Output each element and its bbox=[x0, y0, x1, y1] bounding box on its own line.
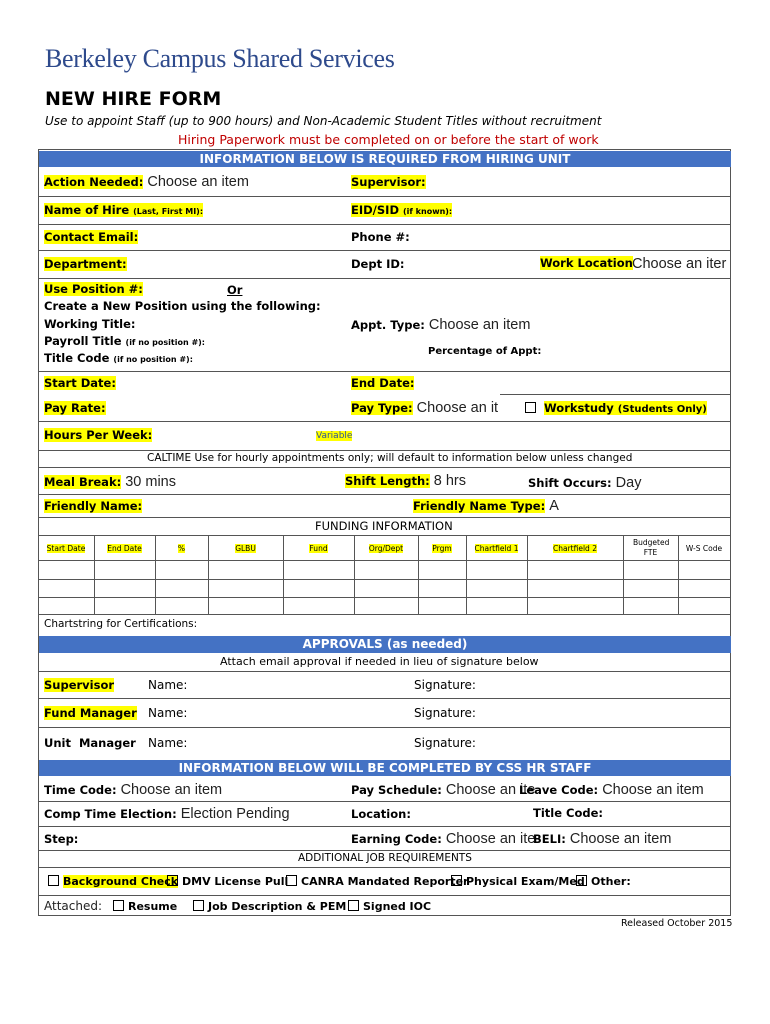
use-position-label: Use Position #: bbox=[44, 282, 143, 296]
resume-checkbox[interactable]: Resume bbox=[113, 900, 177, 913]
shift-occurs-label: Shift Occurs: Day bbox=[528, 475, 642, 491]
approver-fund-manager-signature: Signature: bbox=[414, 706, 476, 720]
or-label: Or bbox=[227, 283, 243, 297]
approvals-note: Attach email approval if needed in lieu of signature below bbox=[220, 655, 539, 668]
earning-code-dropdown[interactable]: Choose an ite bbox=[445, 831, 536, 847]
funding-cell[interactable] bbox=[39, 598, 93, 613]
funding-col-header: Org/Dept bbox=[368, 544, 404, 553]
pct-appt-label: Percentage of Appt: bbox=[428, 346, 542, 357]
funding-cell[interactable] bbox=[467, 598, 526, 613]
funding-col-header: Fund bbox=[309, 544, 328, 553]
additional-requirements-title: ADDITIONAL JOB REQUIREMENTS bbox=[298, 852, 472, 864]
funding-cell[interactable] bbox=[95, 580, 154, 596]
approver-supervisor-signature: Signature: bbox=[414, 678, 476, 692]
funding-cell[interactable] bbox=[39, 561, 93, 578]
logo bbox=[45, 44, 395, 74]
action-needed-dropdown[interactable]: Choose an item bbox=[147, 174, 249, 190]
create-position-label: Create a New Position using the following: bbox=[44, 299, 321, 313]
funding-cell[interactable] bbox=[679, 598, 729, 613]
location-label: Location: bbox=[351, 807, 411, 821]
funding-cell[interactable] bbox=[95, 598, 154, 613]
funding-cell[interactable] bbox=[679, 580, 729, 596]
funding-row-divider bbox=[38, 614, 730, 615]
dept-id-label: Dept ID: bbox=[351, 257, 405, 271]
dmv-license-checkbox[interactable]: DMV License Pull bbox=[167, 875, 288, 888]
variable-dropdown[interactable]: Variable bbox=[316, 431, 353, 441]
canra-checkbox[interactable]: CANRA Mandated Reporter bbox=[286, 875, 468, 888]
funding-cell[interactable] bbox=[355, 561, 417, 578]
approver-supervisor-role: Supervisor bbox=[44, 678, 115, 692]
funding-cell[interactable] bbox=[209, 580, 282, 596]
pay-schedule-dropdown[interactable]: Choose an ite bbox=[445, 782, 536, 798]
funding-cell[interactable] bbox=[679, 561, 729, 578]
funding-cell[interactable] bbox=[467, 561, 526, 578]
section-bar-hr: INFORMATION BELOW WILL BE COMPLETED BY CSS HR STAFF bbox=[39, 760, 731, 776]
checkbox-icon bbox=[286, 875, 297, 886]
funding-col-header: W-S Code bbox=[685, 544, 723, 553]
funding-cell[interactable] bbox=[39, 580, 93, 596]
pay-type-dropdown[interactable]: Choose an it bbox=[416, 400, 499, 416]
hr-title-code-label: Title Code: bbox=[533, 806, 603, 820]
funding-col-header: Prgm bbox=[432, 544, 452, 553]
funding-cell[interactable] bbox=[156, 561, 207, 578]
funding-cell[interactable] bbox=[624, 561, 677, 578]
start-date-label: Start Date: bbox=[44, 376, 116, 390]
contact-email-label: Contact Email: bbox=[44, 230, 139, 244]
funding-cell[interactable] bbox=[95, 561, 154, 578]
phone-label: Phone #: bbox=[351, 230, 410, 244]
funding-cell[interactable] bbox=[624, 598, 677, 613]
action-needed-label: Action Needed: Choose an item bbox=[44, 174, 249, 190]
funding-col-header: Chartfield 1 bbox=[474, 544, 519, 553]
eid-label: EID/SID (if known): bbox=[351, 203, 453, 217]
time-code-label: Time Code: Choose an item bbox=[44, 782, 223, 798]
funding-cell[interactable] bbox=[419, 598, 465, 613]
appt-type-label: Appt. Type: Choose an item bbox=[351, 317, 531, 333]
title-code-label: Title Code (if no position #): bbox=[44, 351, 193, 365]
funding-cell[interactable] bbox=[419, 561, 465, 578]
approver-unit-manager-signature: Signature: bbox=[414, 736, 476, 750]
checkbox-icon bbox=[348, 900, 359, 911]
hours-per-week-label: Hours Per Week: bbox=[44, 428, 153, 442]
shift-length-label: Shift Length: 8 hrs bbox=[345, 473, 467, 489]
funding-col-header: Start Date bbox=[46, 544, 86, 553]
end-date-label: End Date: bbox=[351, 376, 415, 390]
shift-length-dropdown[interactable]: 8 hrs bbox=[433, 473, 467, 489]
funding-cell[interactable] bbox=[284, 561, 353, 578]
supervisor-label: Supervisor: bbox=[351, 175, 426, 189]
funding-cell[interactable] bbox=[467, 580, 526, 596]
logo-text: Berkeley Campus Shared Services bbox=[45, 44, 395, 73]
comp-time-label: Comp Time Election: Election Pending bbox=[44, 806, 290, 822]
funding-col-header: Budgeted FTE bbox=[633, 538, 670, 557]
funding-cell[interactable] bbox=[355, 580, 417, 596]
background-check-checkbox[interactable]: Background Check bbox=[48, 875, 178, 888]
approver-unit-manager-role: Unit Manager bbox=[44, 736, 136, 750]
checkbox-icon bbox=[525, 402, 536, 413]
funding-cell[interactable] bbox=[528, 561, 622, 578]
appt-type-dropdown[interactable]: Choose an item bbox=[428, 317, 531, 333]
funding-cell[interactable] bbox=[284, 580, 353, 596]
checkbox-icon bbox=[193, 900, 204, 911]
step-label: Step: bbox=[44, 832, 79, 846]
job-description-checkbox[interactable]: Job Description & PEM bbox=[193, 900, 346, 913]
funding-cell[interactable] bbox=[284, 598, 353, 613]
funding-cell[interactable] bbox=[156, 580, 207, 596]
name-of-hire-label: Name of Hire (Last, First MI): bbox=[44, 203, 204, 217]
funding-col-header: End Date bbox=[107, 544, 142, 553]
section-bar-approvals: APPROVALS (as needed) bbox=[39, 636, 731, 653]
comp-time-dropdown[interactable]: Election Pending bbox=[180, 806, 290, 822]
pay-rate-label: Pay Rate: bbox=[44, 401, 106, 415]
meal-break-label: Meal Break: 30 mins bbox=[44, 474, 176, 490]
form-subtitle: Use to appoint Staff (up to 900 hours) and Non-Academic Student Titles without recruitment bbox=[45, 114, 602, 128]
work-location-label: Work Location bbox=[540, 256, 633, 270]
approver-supervisor-name: Name: bbox=[148, 678, 188, 692]
funding-cell[interactable] bbox=[528, 580, 622, 596]
funding-title: FUNDING INFORMATION bbox=[315, 519, 453, 533]
chartstring-label: Chartstring for Certifications: bbox=[44, 618, 198, 630]
workstudy-checkbox[interactable]: Workstudy (Students Only) bbox=[525, 401, 707, 415]
checkbox-icon bbox=[576, 875, 587, 886]
leave-code-dropdown[interactable]: Choose an item bbox=[602, 782, 704, 798]
funding-cell[interactable] bbox=[355, 598, 417, 613]
working-title-label: Working Title: bbox=[44, 317, 136, 331]
caltime-note: CALTIME Use for hourly appointments only; will default to information below unless changed bbox=[147, 452, 633, 464]
time-code-dropdown[interactable]: Choose an item bbox=[120, 782, 223, 798]
funding-col-header: GLBU bbox=[235, 544, 256, 553]
released-date: Released October 2015 bbox=[621, 918, 733, 929]
pay-type-label: Pay Type: Choose an it bbox=[351, 400, 499, 416]
funding-cell[interactable] bbox=[419, 580, 465, 596]
section-bar-required: INFORMATION BELOW IS REQUIRED FROM HIRING UNIT bbox=[39, 151, 731, 167]
friendly-name-type-label: Friendly Name Type: A bbox=[413, 498, 559, 514]
work-location-dropdown[interactable]: Choose an iter bbox=[632, 256, 727, 272]
checkbox-icon bbox=[113, 900, 124, 911]
form-title: NEW HIRE FORM bbox=[45, 88, 222, 110]
approver-unit-manager-name: Name: bbox=[148, 736, 188, 750]
funding-cell[interactable] bbox=[209, 561, 282, 578]
funding-cell[interactable] bbox=[528, 598, 622, 613]
physical-exam-checkbox[interactable]: Physical Exam/Med bbox=[451, 875, 585, 888]
signed-ioc-checkbox[interactable]: Signed IOC bbox=[348, 900, 431, 913]
department-label: Department: bbox=[44, 257, 127, 271]
funding-cell[interactable] bbox=[209, 598, 282, 613]
friendly-name-type-dropdown[interactable]: A bbox=[549, 498, 559, 514]
approver-fund-manager-role: Fund Manager bbox=[44, 706, 137, 720]
leave-code-label: Leave Code: Choose an item bbox=[519, 782, 704, 798]
earning-code-label: Earning Code: Choose an ite bbox=[351, 831, 536, 847]
funding-col-header: Chartfield 2 bbox=[553, 544, 597, 553]
hiring-notice: Hiring Paperwork must be completed on or before the start of work bbox=[178, 132, 599, 147]
meal-break-dropdown[interactable]: 30 mins bbox=[125, 474, 176, 490]
shift-occurs-dropdown[interactable]: Day bbox=[615, 475, 642, 491]
beli-dropdown[interactable]: Choose an item bbox=[569, 831, 672, 847]
approver-fund-manager-name: Name: bbox=[148, 706, 188, 720]
friendly-name-label: Friendly Name: bbox=[44, 499, 143, 513]
checkbox-icon bbox=[48, 875, 59, 886]
funding-col-header: % bbox=[177, 544, 186, 553]
other-checkbox[interactable]: Other: bbox=[576, 875, 631, 888]
attached-label: Attached: bbox=[44, 899, 103, 913]
checkbox-icon bbox=[167, 875, 178, 886]
funding-cell[interactable] bbox=[156, 598, 207, 613]
beli-label: BELI: Choose an item bbox=[533, 831, 672, 847]
pay-schedule-label: Pay Schedule: Choose an ite bbox=[351, 782, 536, 798]
funding-cell[interactable] bbox=[624, 580, 677, 596]
checkbox-icon bbox=[451, 875, 462, 886]
payroll-title-label: Payroll Title (if no position #): bbox=[44, 334, 205, 348]
